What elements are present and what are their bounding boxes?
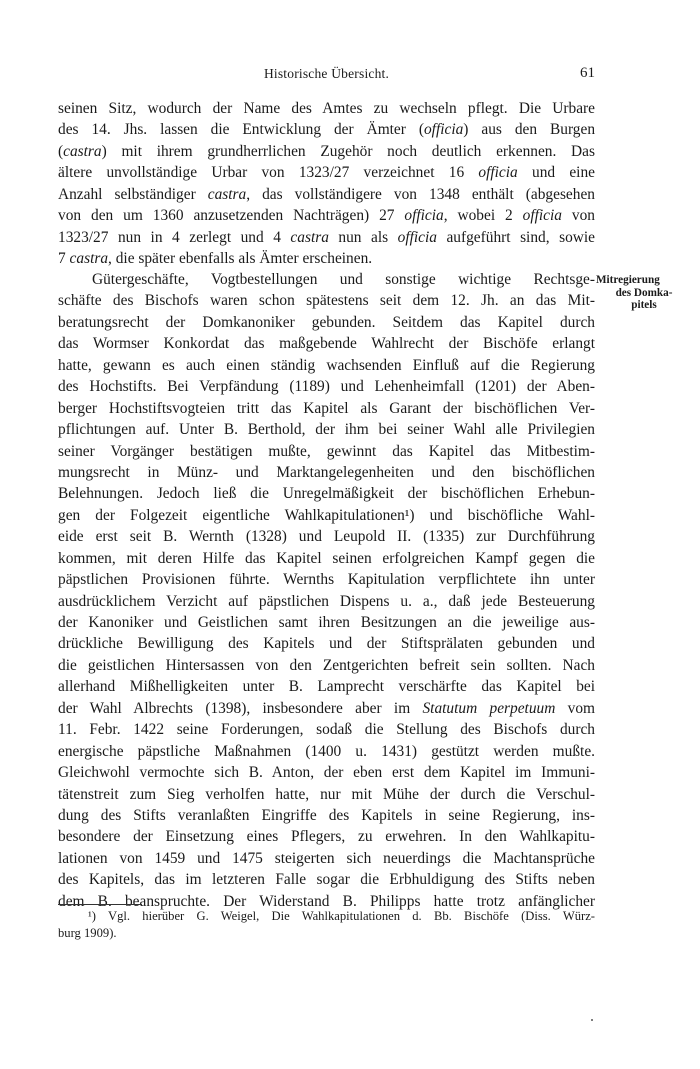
text-line: schäfte des Bischofs waren schon spätestens seit dem 12. Jh. an das Mit- <box>58 292 595 310</box>
text-line: das Wormser Konkordat das maßgebende Wahlrecht der Bischöfe erlangt <box>58 335 595 353</box>
text-line: tätenstreit zum Sieg verholfen hatte, nur mit Mühe der durch die Verschul- <box>58 785 595 803</box>
text-line: des Kapitels, das im letzteren Falle sogar die Erbhuldigung des Stifts neben <box>58 871 595 889</box>
text-line: lationen von 1459 und 1475 steigerten sich neuerdings die Machtansprüche <box>58 849 595 867</box>
text-line: Belehnungen. Jedoch ließ die Unregelmäßigkeit der bischöflichen Erhebun- <box>58 485 595 503</box>
text-line: 7 castra, die später ebenfalls als Ämter erscheinen. <box>58 250 373 268</box>
text-line: der Wahl Albrechts (1398), insbesondere aber im Statutum perpetuum vom <box>58 699 595 717</box>
text-line: mungsrecht in Münz- und Marktangelegenheiten und den bischöflichen <box>58 463 595 481</box>
margin-note-line: des Domka- <box>615 286 673 299</box>
print-speck <box>591 1019 593 1021</box>
text-line: seinen Sitz, wodurch der Name des Amtes zu wechseln pflegt. Die Urbare <box>58 100 595 117</box>
text-line: der Kanoniker und Geistlichen samt ihren Besitzungen an die jeweilige aus- <box>58 614 595 631</box>
text-line: Anzahl selbständiger castra, das vollständigere von 1348 enthält (abgesehen <box>58 185 595 203</box>
running-title: Historische Übersicht. <box>263 66 390 81</box>
text-line: gen der Folgezeit eigentliche Wahlkapitulationen¹) und bischöfliche Wahl- <box>58 506 595 524</box>
footnote-line: ¹) Vgl. hierüber G. Weigel, Die Wahlkapitulationen d. Bb. Bischöfe (Diss. Würz- <box>88 909 595 923</box>
text-line: von den um 1360 anzusetzenden Nachträgen) 27 officia, wobei 2 officia von <box>58 207 595 225</box>
text-line: drückliche Bewilligung des Kapitels und der Stiftsprälaten gebunden und <box>58 635 595 653</box>
footnote-divider <box>58 904 142 905</box>
text-line: seiner Vorgänger bestätigen mußte, gewinnt das Kapitel das Mitbestim- <box>58 442 595 460</box>
text-line: 1323/27 nun in 4 zerlegt und 4 castra nun als officia aufgeführt sind, sowie <box>58 228 595 246</box>
text-line: des 14. Jhs. lassen die Entwicklung der Ämter (officia) aus den Burgen <box>58 121 596 139</box>
paragraph-mitregierung <box>58 269 595 912</box>
footnote <box>58 908 595 942</box>
text-line: eide erst seit B. Wernth (1328) und Leupold II. (1335) zur Durchführung <box>58 528 595 546</box>
text-line: ältere unvollständige Urbar von 1323/27 verzeichnet 16 officia und eine <box>58 164 595 182</box>
text-line: besondere der Einsetzung eines Pflegers, zu erwehren. In den Wahlkapitu- <box>58 828 595 846</box>
text-line: Gleichwohl vermochte sich B. Anton, der eben erst dem Kapitel im Immuni- <box>58 764 595 782</box>
margin-note <box>596 274 692 312</box>
text-line: kommen, mit deren Hilfe das Kapitel seinen erfolgreichen Kampf gegen die <box>58 549 595 567</box>
text-line: dung des Stifts veranlaßten Eingriffe des Kapitels in seine Regierung, ins- <box>58 806 595 824</box>
text-line: die geistlichen Hintersassen von den Zentgerichten befreit sein sollten. Nach <box>58 656 595 674</box>
text-line: Gütergeschäfte, Vogtbestellungen und sonstige wichtige Rechtsge- <box>92 271 595 288</box>
footnote-line: burg 1909). <box>58 926 117 940</box>
paragraph-officia-castra <box>58 98 595 270</box>
text-line: hatte, gewann es auch einen ständig wachsenden Einfluß auf die Regierung <box>58 356 595 374</box>
text-line: allerhand Mißhelligkeiten unter B. Lamprecht verschärfte das Kapitel bei <box>58 678 595 696</box>
text-line: päpstlichen Provisionen führte. Wernths Kapitulation verpflichtete ihn unter <box>58 571 595 589</box>
text-line: ausdrücklichem Verzicht auf päpstlichen Dispens u. a., daß jede Besteuerung <box>58 592 595 610</box>
text-line: energische päpstliche Maßnahmen (1400 u. 1431) gestützt werden mußte. <box>58 742 595 760</box>
margin-note-line: pitels <box>631 299 657 311</box>
text-line: beratungsrecht der Domkanoniker gebunden. Seitdem das Kapitel durch <box>58 313 595 331</box>
text-line: des Hochstifts. Bei Verpfändung (1189) und Lehenheimfall (1201) der Aben- <box>58 378 595 396</box>
text-line: (castra) mit ihrem grundherrlichen Zugehör noch deutlich erkennen. Das <box>58 142 595 160</box>
page-number: 61 <box>580 65 595 81</box>
margin-note-line: Mitregierung <box>596 274 660 286</box>
text-line: dem B. beanspruchte. Der Widerstand B. Philipps hatte trotz anfänglicher <box>58 892 595 910</box>
text-line: berger Hochstiftsvogteien tritt das Kapitel als Garant der bischöflichen Ver- <box>58 399 595 417</box>
text-line: pflichtungen auf. Unter B. Berthold, der ihm bei seiner Wahl alle Privilegien <box>58 421 595 439</box>
text-line: 11. Febr. 1422 seine Forderungen, sodaß die Stellung des Bischofs durch <box>58 721 595 739</box>
